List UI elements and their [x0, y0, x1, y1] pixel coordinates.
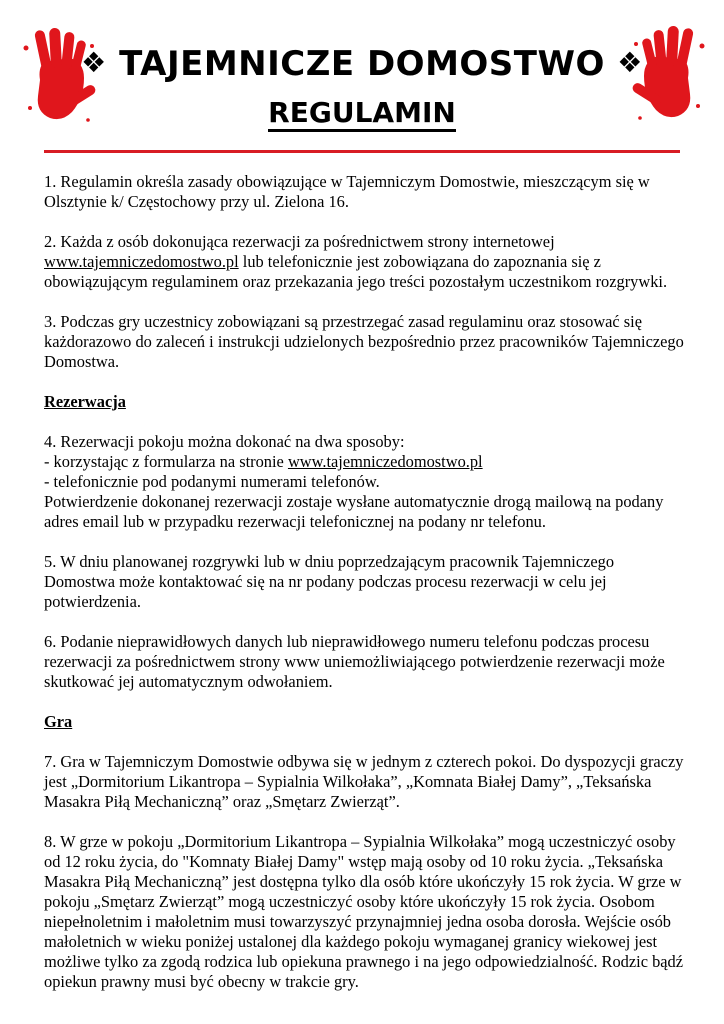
paragraph-8: 8. W grze w pokoju „Dormitorium Likantropa – Sypialnia Wilkołaka” mogą uczestniczyć osoby od 12 roku życia, do "Komnaty Białej Damy" wstęp mają osoby od 10 roku życia. „Teksańska Masakra Piłą Mechaniczną” jest dostępna tylko dla osób które ukończyły 15 rok życia. W grze w pokoju „Smętarz Zwierząt” mogą uczestniczyć osoby które ukończyły 15 rok życia. Osobom niepełnoletnim i małoletnim musi towarzyszyć przynajmniej jedna osoba dorosła. Wejście osób małoletnich w wieku poniżej ustalonej dla każdego pokoju wymaganej granicy wiekowej jest możliwe tylko za zgodą rodzica lub opiekuna prawnego i na jego odpowiedzialność. Rodzic bądź opiekun prawny musi być obecny w trakcie gry. [44, 832, 684, 991]
website-link[interactable]: www.tajemniczedomostwo.pl [44, 252, 239, 271]
page-subtitle [0, 96, 724, 129]
header-divider [44, 150, 680, 153]
diamond-icon: ❖ [617, 46, 643, 79]
paragraph-4-line-1: 4. Rezerwacji pokoju można dokonać na dwa sposoby: [44, 432, 405, 451]
page-title [0, 44, 724, 84]
section-heading-rezerwacja: Rezerwacja [44, 392, 126, 411]
paragraph-4-line-4: Potwierdzenie dokonanej rezerwacji zostaje wysłane automatycznie drogą mailową na podany adres email lub w przypadku rezerwacji telefonicznej na podany nr telefonu. [44, 492, 664, 531]
paragraph-4-line-2: - korzystając z formularza na stronie [44, 452, 288, 471]
website-link[interactable]: www.tajemniczedomostwo.pl [287, 452, 483, 471]
paragraph-1: 1. Regulamin określa zasady obowiązujące w Tajemniczym Domostwie, mieszczącym się w Olsztynie k/ Częstochowy przy ul. Zielona 16. [44, 172, 650, 211]
subtitle-text: REGULAMIN [268, 96, 456, 132]
paragraph-2-text-b: lub telefonicznie jest zobowiązana do zapoznania się z obowiązującym regulaminem oraz przekazania jego treści pozostałym uczestnikom rozgrywki. [44, 252, 668, 291]
section-heading-gra: Gra [44, 712, 73, 731]
paragraph-2-text-a: 2. Każda z osób dokonująca rezerwacji za pośrednictwem strony internetowej [44, 232, 555, 251]
diamond-icon: ❖ [81, 46, 107, 79]
paragraph-7: 7. Gra w Tajemniczym Domostwie odbywa się w jednym z czterech pokoi. Do dyspozycji graczy jest „Dormitorium Likantropa – Sypialnia Wilkołaka”, „Komnata Białej Damy”, „Teksańska Masakra Piłą Mechaniczną” oraz „Smętarz Zwierząt”. [44, 752, 684, 811]
document-body [44, 172, 684, 1012]
paragraph-4-line-3: - telefonicznie pod podanymi numerami telefonów. [44, 472, 380, 491]
paragraph-4 [44, 432, 684, 532]
paragraph-3: 3. Podczas gry uczestnicy zobowiązani są przestrzegać zasad regulaminu oraz stosować się każdorazowo do zaleceń i instrukcji udzielonych bezpośrednio przez pracowników Tajemniczego Domostwa. [44, 312, 684, 371]
paragraph-2 [44, 232, 684, 292]
paragraph-6: 6. Podanie nieprawidłowych danych lub nieprawidłowego numeru telefonu podczas procesu rezerwacji za pośrednictwem strony www uniemożliwiającego potwierdzenie rezerwacji może skutkować jej automatycznym odwołaniem. [44, 632, 665, 691]
title-text: TAJEMNICZE DOMOSTWO [119, 44, 605, 84]
paragraph-5: 5. W dniu planowanej rozgrywki lub w dniu poprzedzającym pracownik Tajemniczego Domostwa może kontaktować się na nr podany podczas procesu rezerwacji w celu jej potwierdzenia. [44, 552, 615, 611]
